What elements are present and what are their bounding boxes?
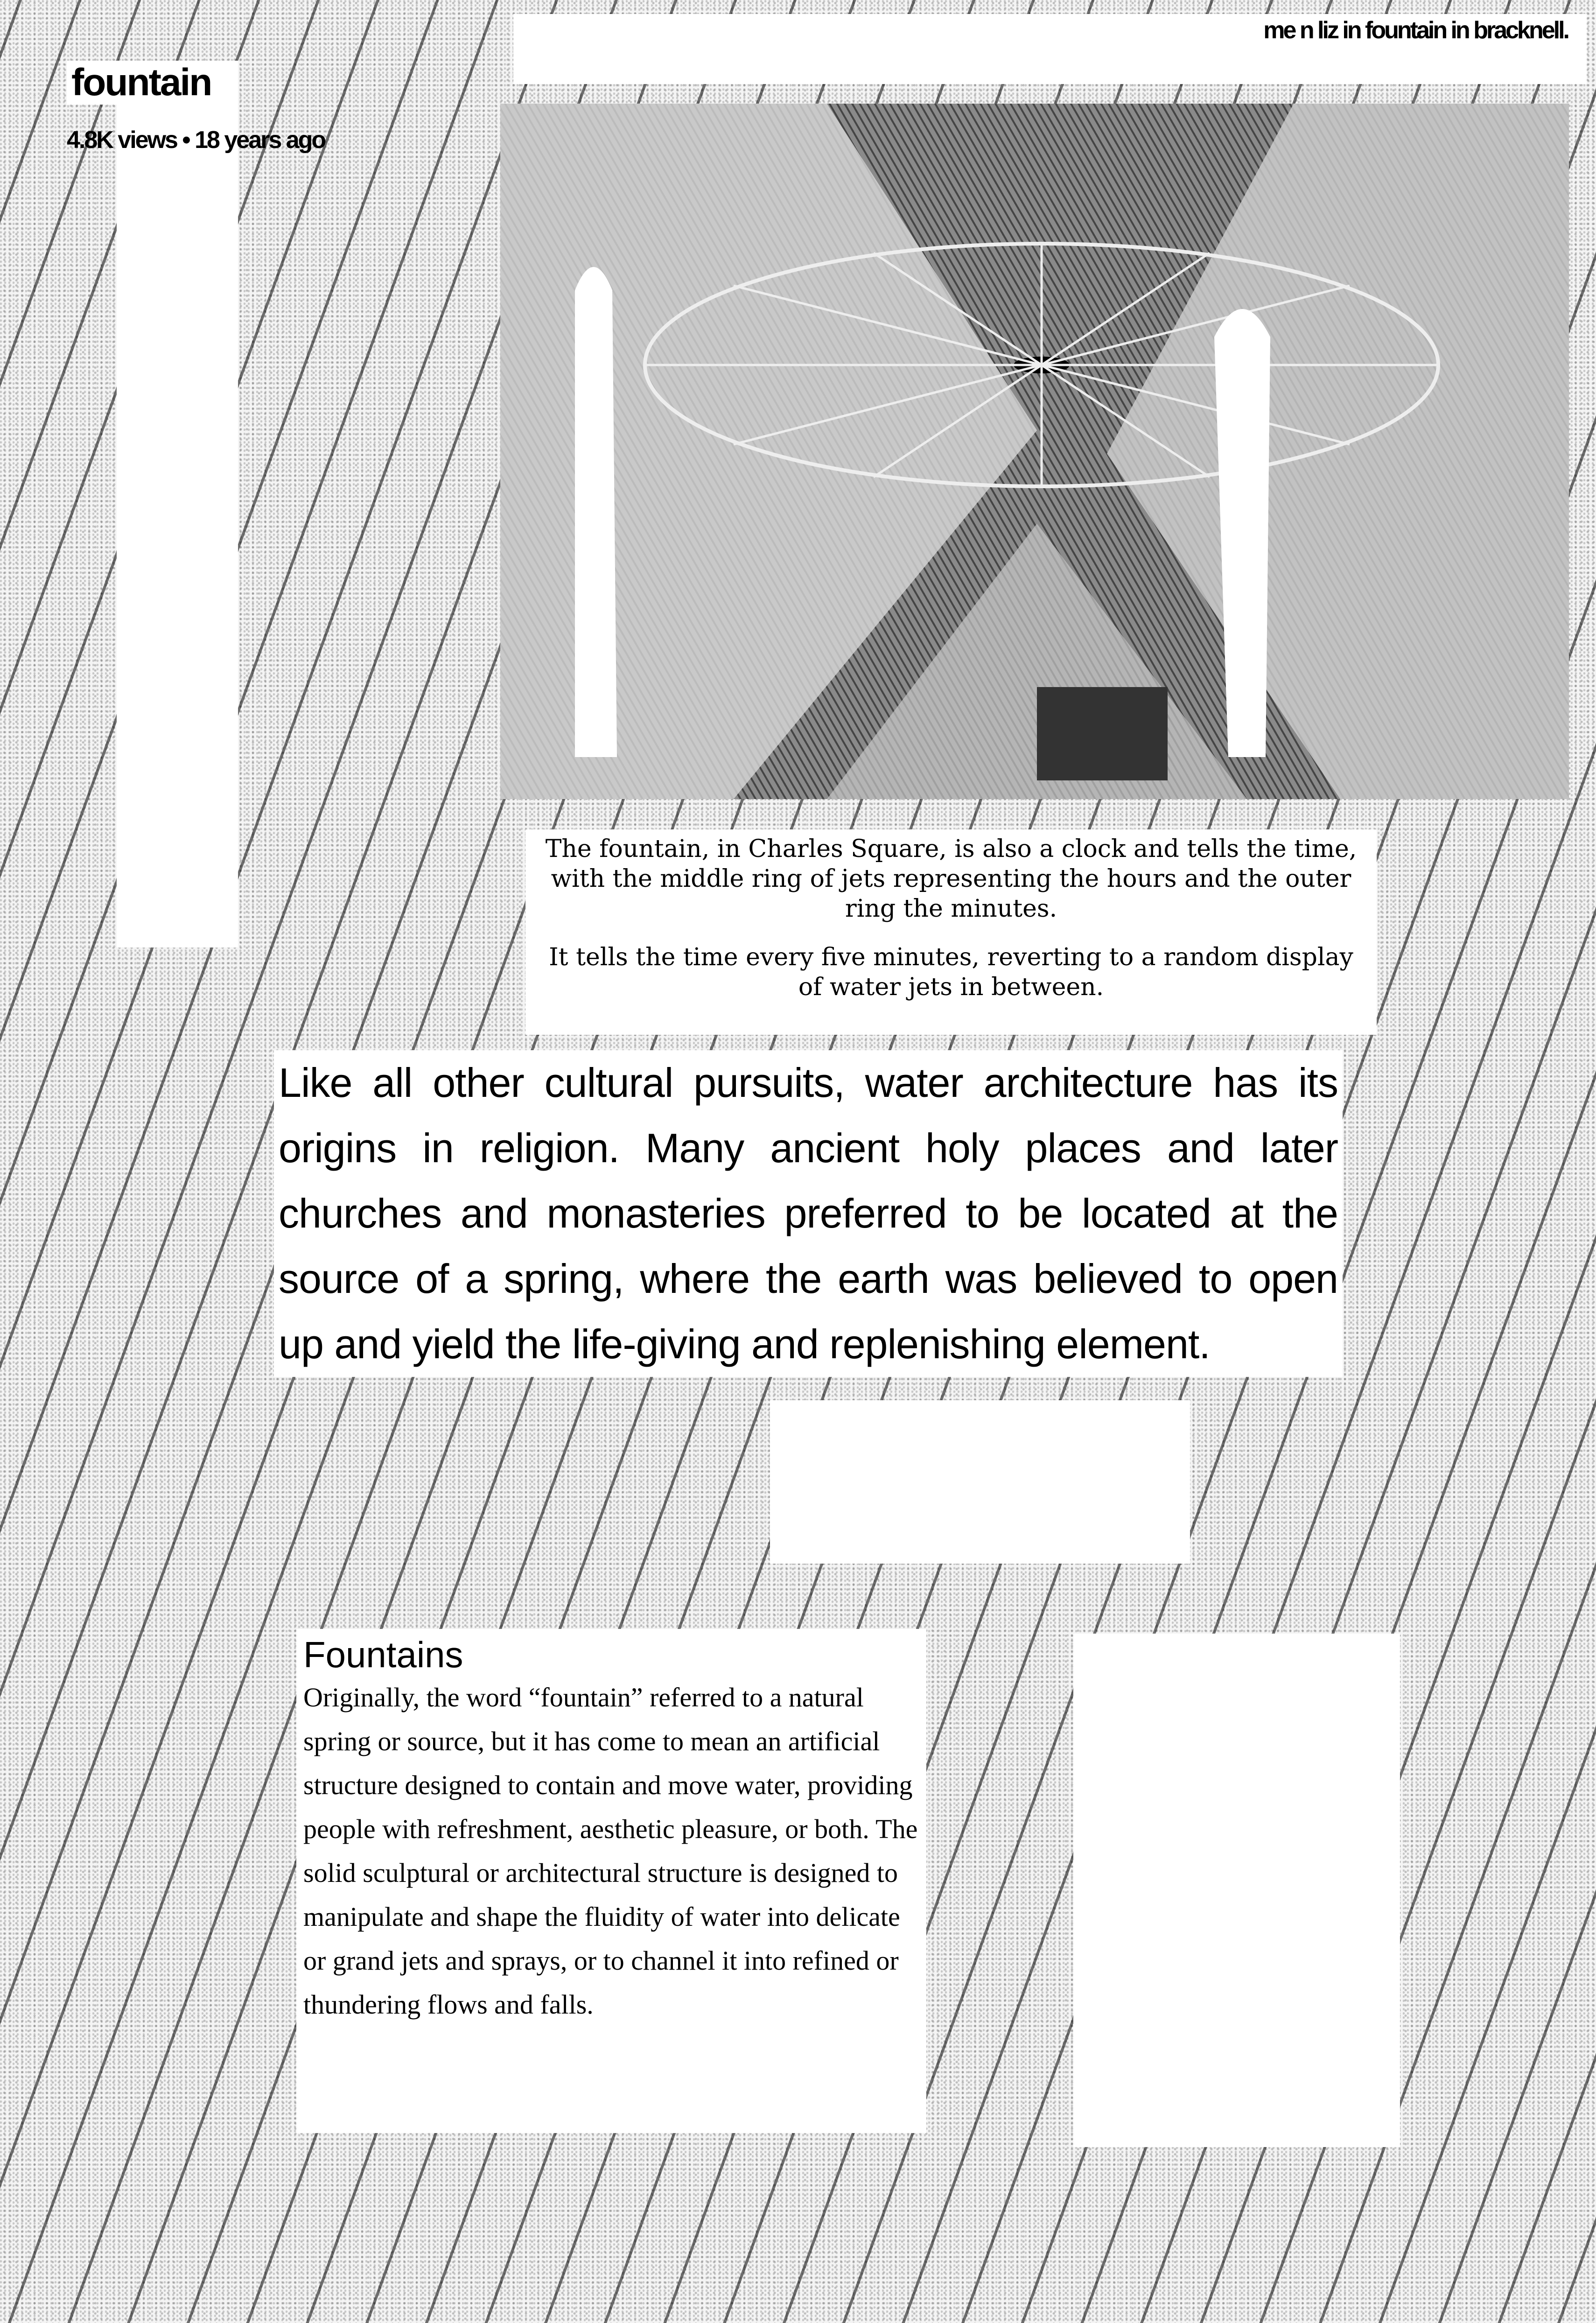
fountain-photo bbox=[500, 104, 1569, 799]
fountain-clock-photo-icon bbox=[500, 104, 1569, 799]
separator: • bbox=[182, 126, 189, 154]
video-meta bbox=[67, 126, 325, 154]
top-caption: me n liz in fountain in bracknell. bbox=[1263, 17, 1568, 44]
fountains-section bbox=[296, 1629, 926, 2133]
main-paragraph: Like all other cultural pursuits, water architecture has its origins in religion. Many ancient holy places and later churches and monasteries preferred to be located at the source of a spring, where the earth was believed to open up and yield the life-giving and replenishing element. bbox=[274, 1050, 1343, 1377]
caption-paragraph: It tells the time every five minutes, reverting to a random display of water jets in between. bbox=[549, 943, 1353, 1001]
upload-age: 18 years ago bbox=[195, 126, 325, 154]
section-body: Originally, the word “fountain” referred to a natural spring or source, but it has come to mean an artificial structure designed to contain and move water, providing people with refreshment, aesthetic pleasure, or both. The solid sculptural or architectural structure is designed to manipulate and shape the fluidity of water into delicate or grand jets and sprays, or to channel it into refined or thundering flows and falls. bbox=[303, 1682, 918, 2020]
white-patch bbox=[1073, 1634, 1400, 2147]
section-heading: Fountains bbox=[303, 1634, 463, 1675]
photo-caption-box bbox=[525, 829, 1377, 1035]
view-count: 4.8K views bbox=[67, 126, 177, 154]
white-patch bbox=[770, 1400, 1190, 1564]
caption-paragraph: The fountain, in Charles Square, is also a clock and tells the time, with the middle ring of jets representing the hours and the outer ring the minutes. bbox=[545, 835, 1357, 923]
white-patch bbox=[117, 61, 238, 947]
video-title[interactable]: fountain bbox=[67, 61, 216, 105]
